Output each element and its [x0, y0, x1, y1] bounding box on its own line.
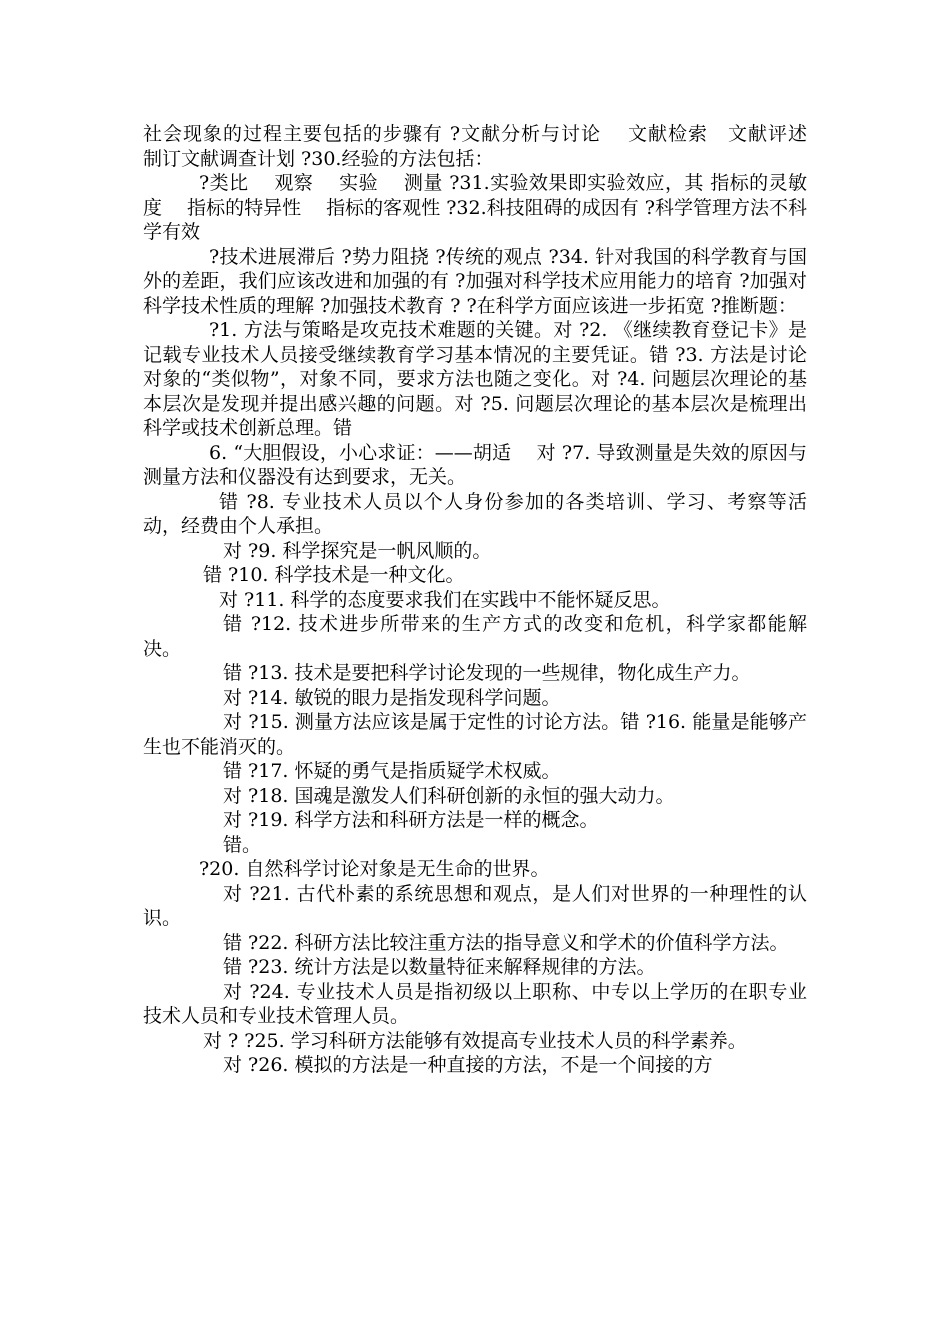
paragraph-8: 错 ?10. 科学技术是一种文化。	[203, 564, 465, 586]
paragraph-16: 对 ?19. 科学方法和科研方法是一样的概念。	[223, 809, 599, 831]
paragraph-20: 错 ?22. 科研方法比较注重方法的指导意义和学术的价值科学方法。	[223, 931, 789, 954]
paragraph-12: 对 ?14. 敏锐的眼力是指发现科学问题。	[223, 686, 561, 709]
paragraph-10: 错 ?12. 技术进步所带来的生产方式的改变和危机，科学家都能解决。	[143, 613, 807, 660]
paragraph-2: ?类比 观察 实验 测量 ?31.实验效果即实验效应，其 指标的灵敏度 指标的特异性 指标的客观性 ?32.科技阻碍的成因有 ?科学管理方法不科学有效	[143, 172, 807, 243]
paragraph-21: 错 ?23. 统计方法是以数量特征来解释规律的方法。	[223, 956, 656, 978]
paragraph-13: 对 ?15. 测量方法应该是属于定性的讨论方法。错 ?16. 能量是能够产生也不能消灭的。	[143, 711, 807, 758]
paragraph-1: 社会现象的过程主要包括的步骤有 ?文献分析与讨论 文献检索 文献评述 制订文献调查计划 ?30.经验的方法包括：	[143, 123, 833, 170]
paragraph-22: 对 ?24. 专业技术人员是指初级以上职称、中专以上学历的在职专业技术人员和专业技术管理人员。	[143, 980, 807, 1027]
paragraph-18: ?20. 自然科学讨论对象是无生命的世界。	[199, 858, 550, 880]
paragraph-5: 6. “大胆假设，小心求证：——胡适 对 ?7. 导致测量是失效的原因与测量方法和仪器没有达到要求，无关。	[143, 441, 807, 488]
paragraph-19: 对 ?21. 古代朴素的系统思想和观点，是人们对世界的一种理性的认识。	[143, 882, 807, 929]
paragraph-3: ?技术进展滞后 ?势力阻挠 ?传统的观点 ?34. 针对我国的科学教育与国外的差距，我们应该改进和加强的有 ?加强对科学技术应用能力的培育 ?加强对科学技术性质的理解 ?加强技术教育 ? ?在科学方面应该进一步拓宽 ?推断题：	[143, 245, 807, 317]
paragraph-9: 对 ?11. 科学的态度要求我们在实践中不能怀疑反思。	[219, 588, 671, 611]
paragraph-15: 对 ?18. 国魂是激发人们科研创新的永恒的强大动力。	[223, 784, 675, 807]
paragraph-11: 错 ?13. 技术是要把科学讨论发现的一些规律，物化成生产力。	[223, 662, 751, 684]
document-body	[143, 122, 833, 1078]
paragraph-14: 错 ?17. 怀疑的勇气是指质疑学术权威。	[223, 760, 561, 782]
paragraph-17: 错。	[223, 833, 262, 856]
paragraph-6: 错 ?8. 专业技术人员以个人身份参加的各类培训、学习、考察等活动，经费由个人承担。	[143, 490, 807, 537]
paragraph-23: 对 ? ?25. 学习科研方法能够有效提高专业技术人员的科学素养。	[203, 1029, 747, 1052]
paragraph-24: 对 ?26. 模拟的方法是一种直接的方法，不是一个间接的方	[223, 1054, 713, 1076]
paragraph-4: ?1. 方法与策略是攻克技术难题的关键。对 ?2. 《继续教育登记卡》是记载专业技术人员接受继续教育学习基本情况的主要凭证。错 ?3. 方法是讨论对象的“类似物”，对象不同，要求方法也随之变化。对 ?4. 问题层次理论的基本层次是发现并提出感兴趣的问题。对 ?5. 问题层次理论的基本层次是梳理出科学或技术创新总理。错	[143, 319, 807, 439]
paragraph-7: 对 ?9. 科学探究是一帆风顺的。	[223, 539, 492, 562]
